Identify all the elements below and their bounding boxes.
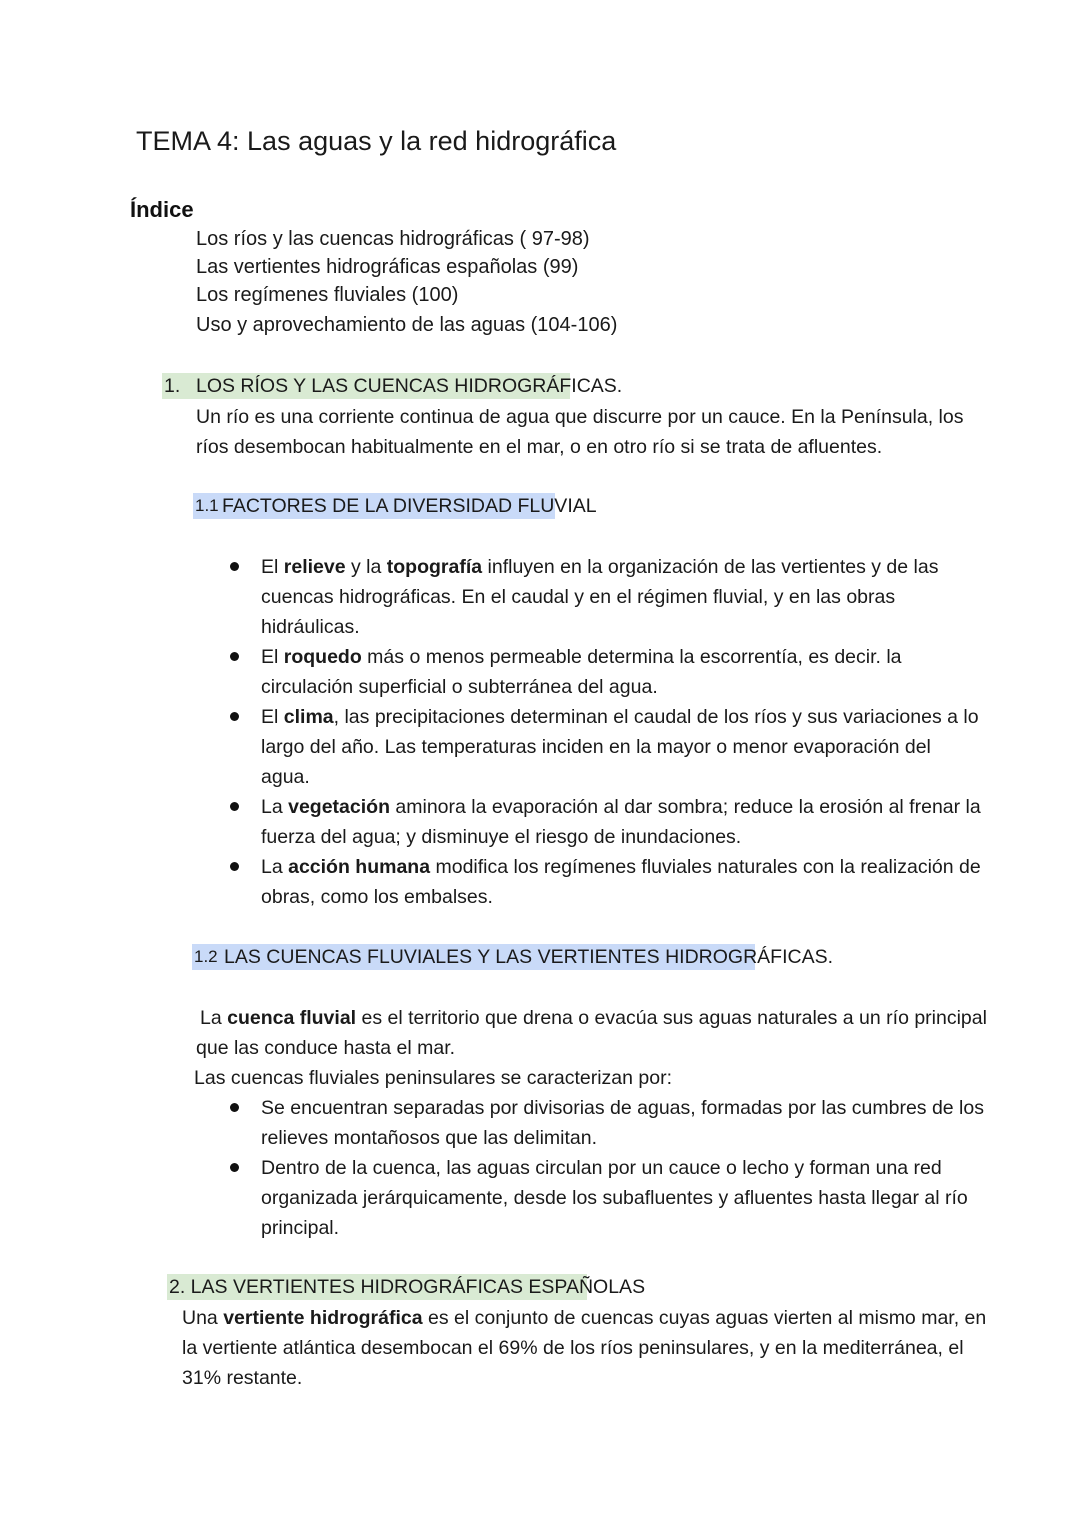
- list-item-line: circulación superficial o subterránea del agua.: [261, 676, 658, 698]
- paragraph-line: que las conduce hasta el mar.: [196, 1037, 456, 1059]
- section-1-line: ríos desembocan habitualmente en el mar, o en otro río si se trata de afluentes.: [196, 436, 883, 458]
- bullet-icon: [230, 802, 239, 811]
- section-1-number: 1.: [164, 375, 181, 397]
- section-1-2-number: 1.2: [194, 947, 218, 966]
- paragraph-line: la vertiente atlántica desembocan el 69% de los ríos peninsulares, y en la mediterránea, el: [182, 1337, 964, 1359]
- bullet-icon: [230, 652, 239, 661]
- list-item-line: cuencas hidrográficas. En el caudal y en el régimen fluvial, y en las obras: [261, 586, 896, 608]
- section-1-line: Un río es una corriente continua de agua que discurre por un cauce. En la Península, los: [196, 406, 964, 428]
- section-1-1-heading: FACTORES DE LA DIVERSIDAD FLUVIAL: [222, 495, 597, 517]
- list-item: La acción humana modifica los regímenes fluviales naturales con la realización de: [261, 856, 981, 878]
- section-1-2-heading: LAS CUENCAS FLUVIALES Y LAS VERTIENTES HIDROGRÁFICAS.: [224, 946, 834, 968]
- bullet-icon: [230, 862, 239, 871]
- index-item: Los regímenes fluviales (100): [196, 284, 459, 306]
- bullet-icon: [230, 1163, 239, 1172]
- list-item: Se encuentran separadas por divisorias de aguas, formadas por las cumbres de los: [261, 1097, 984, 1119]
- bullet-icon: [230, 562, 239, 571]
- paragraph: La cuenca fluvial es el territorio que drena o evacúa sus aguas naturales a un río principal: [200, 1007, 987, 1029]
- list-item: El clima, las precipitaciones determinan el caudal de los ríos y sus variaciones a lo: [261, 706, 979, 728]
- section-2-heading: 2. LAS VERTIENTES HIDROGRÁFICAS ESPAÑOLAS: [169, 1276, 646, 1298]
- page-title: TEMA 4: Las aguas y la red hidrográfica: [136, 126, 617, 156]
- list-item-line: fuerza del agua; y disminuye el riesgo de inundaciones.: [261, 826, 742, 848]
- list-item: Dentro de la cuenca, las aguas circulan por un cauce o lecho y forman una red: [261, 1157, 942, 1179]
- list-item: El roquedo más o menos permeable determina la escorrentía, es decir. la: [261, 646, 902, 668]
- list-item-line: obras, como los embalses.: [261, 886, 493, 908]
- index-item: Los ríos y las cuencas hidrográficas ( 97-98): [196, 228, 590, 250]
- list-item-line: largo del año. Las temperaturas inciden en la mayor o menor evaporación del: [261, 736, 931, 758]
- bullet-icon: [230, 1103, 239, 1112]
- list-item-line: principal.: [261, 1217, 340, 1239]
- list-item-line: organizada jerárquicamente, desde los subafluentes y afluentes hasta llegar al río: [261, 1187, 968, 1209]
- paragraph: Una vertiente hidrográfica es el conjunto de cuencas cuyas aguas vierten al mismo mar, en: [182, 1307, 987, 1329]
- list-item-line: relieves montañosos que las delimitan.: [261, 1127, 598, 1149]
- list-item: La vegetación aminora la evaporación al dar sombra; reduce la erosión al frenar la: [261, 796, 981, 818]
- paragraph: Las cuencas fluviales peninsulares se caracterizan por:: [194, 1067, 673, 1089]
- index-item: Uso y aprovechamiento de las aguas (104-106): [196, 314, 618, 336]
- paragraph-line: 31% restante.: [182, 1367, 303, 1389]
- bullet-icon: [230, 712, 239, 721]
- list-item-line: agua.: [261, 766, 310, 788]
- index-heading: Índice: [130, 197, 194, 222]
- index-item: Las vertientes hidrográficas españolas (99): [196, 256, 579, 278]
- list-item-line: hidráulicas.: [261, 616, 360, 638]
- section-1-heading: LOS RÍOS Y LAS CUENCAS HIDROGRÁFICAS.: [196, 375, 623, 397]
- list-item: El relieve y la topografía influyen en la organización de las vertientes y de las: [261, 556, 939, 578]
- section-1-1-number: 1.1: [195, 496, 219, 515]
